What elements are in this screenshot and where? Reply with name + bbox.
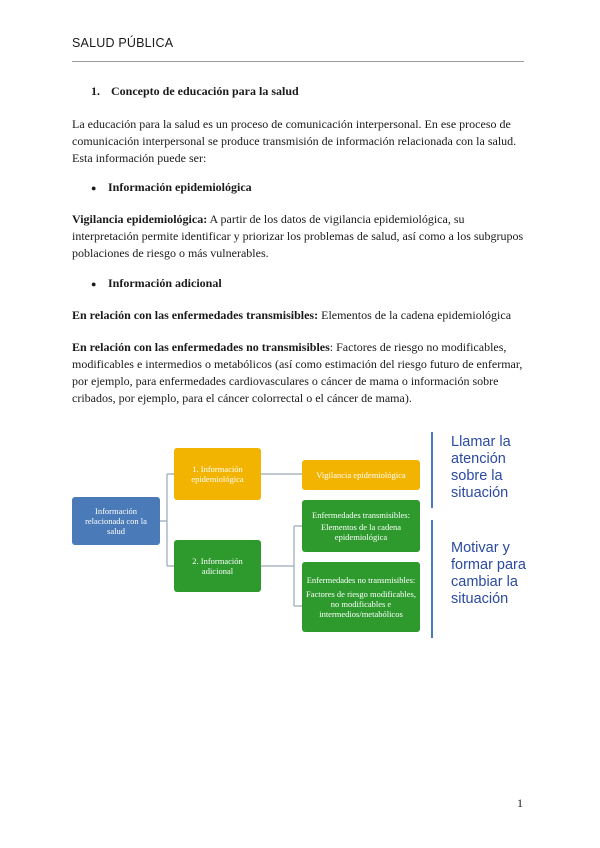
no-transmisibles-paragraph — [72, 339, 528, 407]
transmisibles-label: En relación con las enfermedades transmisibles: — [72, 308, 319, 322]
side-text-line: situación — [451, 591, 509, 607]
side-text-line: atención — [451, 451, 506, 467]
no-transmisibles-text: : Factores de riesgo no modificables, — [329, 340, 507, 354]
header-title: SALUD PÚBLICA — [72, 36, 174, 50]
node-informacion-adicional: 2. Información adicional — [174, 540, 261, 592]
transmisibles-text: Elementos de la cadena epidemiológica — [318, 308, 512, 322]
leaf-notrans-title: Enfermedades no transmisibles: — [306, 575, 416, 585]
leaf-notrans-body: Factores de riesgo modificables, no modificables e intermedios/metabólicos — [306, 589, 416, 619]
section-heading — [91, 84, 299, 99]
leaf-enfermedades-no-transmisibles — [302, 562, 420, 632]
transmisibles-paragraph — [72, 307, 528, 324]
leaf-enfermedades-transmisibles — [302, 500, 420, 552]
information-diagram — [68, 420, 530, 642]
side-text-line: formar para — [451, 557, 526, 573]
intro-line: comunicación interpersonal se produce transmisión de información relacionada con la salud. — [72, 134, 517, 148]
root-node: Información relacionada con la salud — [72, 497, 160, 545]
side-text-line: Llamar la — [451, 434, 511, 450]
side-text-line: situación — [451, 485, 509, 501]
intro-line: La educación para la salud es un proceso de comunicación interpersonal. En ese proceso de — [72, 117, 511, 131]
header-divider — [72, 61, 524, 62]
side-text-line: cambiar la — [451, 574, 518, 590]
page-number: 1 — [517, 796, 523, 810]
leaf-trans-body: Elementos de la cadena epidemiológica — [320, 522, 401, 542]
vigilancia-line: poblaciones de riesgo o más vulnerables. — [72, 246, 269, 260]
no-transmisibles-line: por ejemplo, para enfermedades cardiovasculares o cáncer de mama o información sobre — [72, 374, 499, 388]
bullet-icon: ● — [91, 183, 97, 193]
side-text-motivar-formar — [451, 540, 526, 608]
node-informacion-epidemiologica: 1. Información epidemiológica — [174, 448, 261, 500]
section-title: Concepto de educación para la salud — [111, 84, 299, 98]
vigilancia-paragraph — [72, 211, 528, 262]
vigilancia-label: Vigilancia epidemiológica: — [72, 212, 208, 226]
bracket-line-top — [431, 432, 433, 508]
intro-line: Esta información puede ser: — [72, 151, 207, 165]
bullet-heading-epidemiologica: Información epidemiológica — [108, 180, 252, 194]
side-text-line: Motivar y — [451, 540, 510, 556]
no-transmisibles-label: En relación con las enfermedades no transmisibles — [72, 340, 330, 354]
vigilancia-line: interpretación permite identificar y priorizar los problemas de salud, así como a los subgrupos — [72, 229, 524, 243]
leaf-trans-title: Enfermedades transmisibles: — [312, 510, 410, 520]
bullet-icon: ● — [91, 279, 97, 289]
side-text-llamar-atencion — [451, 434, 511, 502]
section-number: 1. — [91, 84, 100, 98]
bullet-heading-adicional: Información adicional — [108, 276, 222, 290]
bracket-line-bottom — [431, 520, 433, 638]
no-transmisibles-line: modificables e intermedios o metabólicos (así como estimación del riesgo futuro de enfermar, — [72, 357, 523, 371]
leaf-vigilancia-epidemiologica: Vigilancia epidemiológica — [302, 460, 420, 490]
intro-paragraph — [72, 116, 528, 167]
vigilancia-text: A partir de los datos de vigilancia epidemiológica, su — [207, 212, 465, 226]
side-text-line: sobre la — [451, 468, 503, 484]
no-transmisibles-line: cribados, por ejemplo, para el cáncer colorrectal o el cáncer de mama). — [72, 391, 412, 405]
